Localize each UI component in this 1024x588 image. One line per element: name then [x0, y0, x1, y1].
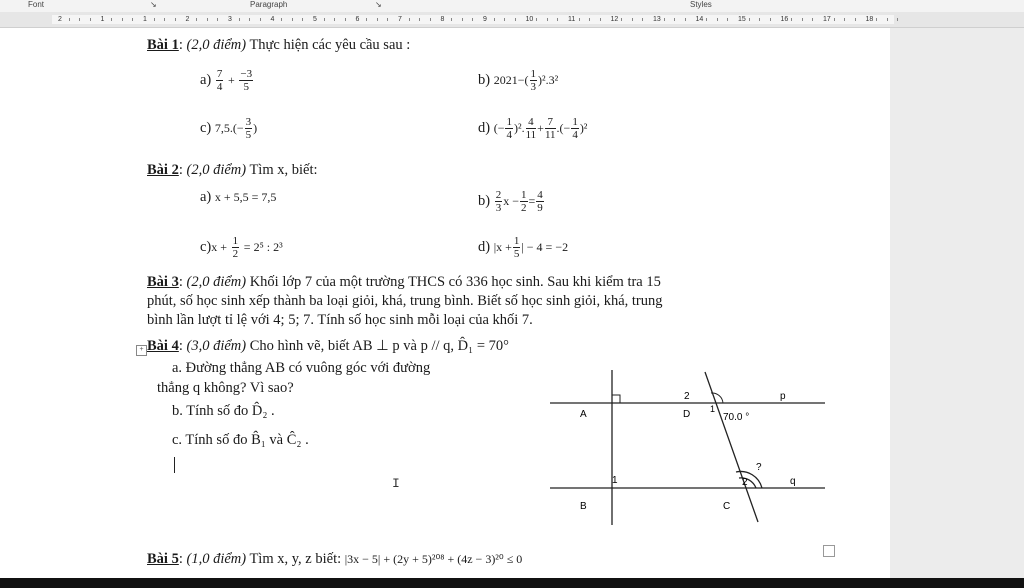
fraction-numerator: 4 [537, 189, 543, 201]
ruler-number: 18 [865, 16, 874, 23]
item-label: c) [200, 238, 212, 255]
fraction-denominator: 2 [232, 248, 239, 260]
ruler-number: 16 [780, 16, 789, 23]
fraction-numerator: 1 [521, 189, 527, 201]
item-label: c) [200, 119, 212, 136]
ruler-number: 6 [355, 16, 360, 23]
fraction-denominator: 4 [572, 129, 578, 141]
angle-value-label: 70.0 ° [723, 412, 750, 423]
ruler-tick [749, 18, 750, 21]
ruler-number: 13 [653, 16, 661, 23]
fraction-numerator: 1 [572, 116, 578, 128]
ruler-number: 10 [525, 16, 534, 23]
math-text: 2021− [493, 72, 525, 87]
item-label: b) [478, 71, 491, 88]
bai4-question-b: b. Tính số đo D̂₂ . [172, 403, 275, 419]
fraction-denominator: 11 [544, 129, 556, 141]
taskbar-strip [0, 578, 1024, 588]
ruler-tick [621, 18, 622, 21]
label-angle-c2: 2 [742, 477, 748, 488]
ruler-tick [632, 18, 633, 21]
ruler-tick [547, 18, 548, 21]
ruler-tick [217, 18, 218, 21]
bai4-heading: Bài 4: (3,0 điểm) Cho hình vẽ, biết AB ⊥ p và p // q, D̂₁ = 70° [147, 338, 509, 354]
fraction-numerator: −3 [240, 68, 253, 80]
ruler-tick [494, 18, 495, 21]
ruler-tick [164, 18, 165, 21]
math-text: ².3² [542, 72, 559, 87]
ruler-tick [579, 18, 580, 21]
bai1-item-c: c) 7,5.(− $\frac{3}{5}$ ) [200, 116, 258, 141]
bai4-points: (3,0 điểm) [186, 338, 247, 354]
ruler-number: 1 [143, 16, 147, 23]
fraction-numerator: 1 [530, 68, 536, 80]
ribbon-styles-label: Styles [690, 0, 712, 9]
ruler-tick [419, 18, 420, 21]
ruler-tick [122, 18, 123, 21]
label-angle-d1: 1 [710, 404, 716, 414]
ribbon-group-labels [0, 0, 1024, 12]
ruler-number: 11 [568, 16, 576, 23]
fraction-denominator: 5 [513, 248, 520, 260]
ruler-tick [249, 18, 250, 21]
ruler-tick [79, 18, 80, 21]
bai4-question-c: c. Tính số đo B̂₁ và Ĉ₂ . [172, 432, 309, 448]
paragraph-dialog-launcher-icon[interactable]: ↘ [375, 0, 382, 9]
bai2-item-c [200, 235, 283, 260]
ruler-tick [642, 18, 643, 21]
ruler-tick [260, 18, 261, 21]
ruler-tick [770, 18, 771, 21]
fraction-denominator: 3 [530, 81, 536, 93]
math-operator: + [537, 120, 544, 135]
bai2-points: (2,0 điểm) [186, 162, 247, 178]
ribbon-font-label: Font [28, 0, 45, 9]
bai4-instruction: Cho hình vẽ, biết AB ⊥ p và p // q, D̂₁ = 70° [249, 338, 509, 354]
label-c: C [723, 501, 731, 512]
bai1-heading: Bài 1: (2,0 điểm) Thực hiện các yêu cầu sau : [147, 37, 411, 53]
bai3-points: (2,0 điểm) [186, 274, 247, 290]
math-operator: + [228, 72, 235, 87]
ruler-tick [451, 18, 452, 21]
bai5-points: (1,0 điểm) [186, 551, 247, 567]
ruler-tick [664, 18, 665, 21]
ruler-tick [409, 18, 410, 21]
ribbon-paragraph-label: Paragraph [250, 0, 288, 9]
fraction-numerator: 3 [245, 116, 252, 128]
ruler-tick [536, 18, 537, 21]
ruler-tick [717, 18, 718, 21]
ruler-tick [90, 18, 91, 21]
ruler-number: 9 [483, 16, 487, 23]
ruler-tick [387, 18, 388, 21]
label-b: B [580, 501, 587, 512]
ruler-number: 7 [398, 16, 402, 23]
fraction-numerator: 1 [232, 235, 239, 247]
ruler-number: 2 [185, 16, 190, 23]
fraction-numerator: 7 [216, 68, 223, 80]
ruler-tick [324, 18, 325, 21]
ruler-tick [472, 18, 473, 21]
fraction-numerator: 1 [513, 235, 520, 247]
bai5-expression: |3x − 5| + (2y + 5)²⁰⁸ + (4z − 3)²⁰ ≤ 0 [344, 552, 523, 566]
ruler-tick [377, 18, 378, 21]
fraction-denominator: 5 [243, 81, 250, 93]
ruler-tick [239, 18, 240, 21]
ruler-tick [430, 18, 431, 21]
transversal-line [705, 372, 758, 522]
ruler-tick [600, 18, 601, 21]
bai2-item-b [478, 189, 545, 214]
ruler-tick [334, 18, 335, 21]
item-label: a) [200, 189, 212, 205]
ruler-number: 5 [313, 16, 317, 23]
bai5-heading: Bài 5: (1,0 điểm) Tìm x, y, z biết: |3x − 5| + (2y + 5)²⁰⁸ + (4z − 3)²⁰ ≤ 0 [147, 551, 523, 567]
font-dialog-launcher-icon[interactable]: ↘ [150, 0, 157, 9]
ruler-number: 8 [440, 16, 445, 23]
right-angle-mark [612, 395, 620, 403]
ruler-tick [515, 18, 516, 21]
label-question-mark: ? [756, 462, 762, 473]
ruler-tick [759, 18, 760, 21]
fraction-numerator: 2 [495, 189, 502, 201]
label-a: A [580, 409, 587, 420]
geometry-figure [540, 360, 840, 535]
ruler-number: 17 [823, 16, 831, 23]
math-text: 7,5. [214, 120, 233, 135]
ruler-tick [876, 18, 877, 21]
horizontal-ruler[interactable] [0, 12, 1024, 28]
label-angle-d2: 2 [684, 391, 690, 402]
fraction-numerator: 7 [545, 116, 556, 129]
ruler-tick [685, 18, 686, 21]
ruler-tick [69, 18, 70, 21]
bai3-title: Bài 3 [147, 274, 179, 290]
ruler-tick [706, 18, 707, 21]
bai2-instruction: Tìm x, biết: [249, 162, 318, 178]
bai1-instruction: Thực hiện các yêu cầu sau : [249, 37, 411, 53]
fraction-denominator: 9 [537, 202, 543, 214]
label-angle-b1: 1 [612, 475, 618, 486]
bai1-item-b: b) 2021−( $\frac{1}{3}$ )².3² [478, 68, 559, 93]
ruler-tick [674, 18, 675, 21]
bai2-title: Bài 2 [147, 162, 179, 178]
bai2-item-a [200, 189, 276, 206]
ruler-tick [302, 18, 303, 21]
math-text: |x + [493, 239, 512, 254]
table-move-handle-icon[interactable]: + [136, 345, 147, 356]
ruler-tick [207, 18, 208, 21]
ibeam-cursor-icon: I [392, 476, 400, 491]
bai5-title: Bài 5 [147, 551, 179, 567]
bai1-title: Bài 1 [147, 37, 179, 53]
ruler-number: 3 [228, 16, 232, 23]
ruler-tick [366, 18, 367, 21]
ruler-number: 2 [58, 16, 62, 23]
ruler-tick [132, 18, 133, 21]
bai1-points: (2,0 điểm) [186, 37, 247, 53]
fraction-denominator: 5 [245, 129, 252, 141]
ruler-tick [154, 18, 155, 21]
fraction-denominator: 2 [521, 202, 527, 214]
bai3-line2: phút, số học sinh xếp thành ba loại giỏi, khá, trung bình. Biết số học sinh giỏi, khá, trung [147, 293, 663, 309]
ruler-tick [887, 18, 888, 21]
item-label: a) [200, 71, 212, 88]
bai3-text-line1: Khối lớp 7 của một trường THCS có 336 học sinh. Sau khi kiểm tra 15 [249, 274, 661, 290]
bai3-line3: bình lần lượt tỉ lệ với 4; 5; 7. Tính số học sinh mỗi loại của khối 7. [147, 312, 533, 328]
ruler-tick [196, 18, 197, 21]
bai1-item-a [200, 68, 254, 93]
ruler-tick [281, 18, 282, 21]
ruler-tick [855, 18, 856, 21]
bai2-item-d [478, 235, 568, 260]
ruler-tick [834, 18, 835, 21]
ruler-number: 4 [270, 16, 275, 23]
label-p: p [780, 391, 786, 402]
label-d: D [683, 409, 691, 420]
fraction-numerator: 1 [506, 116, 512, 128]
bai5-instruction: Tìm x, y, z biết: [249, 551, 342, 567]
bai2-heading: Bài 2: (2,0 điểm) Tìm x, biết: [147, 162, 318, 178]
bai3-line1: Bài 3: (2,0 điểm) Khối lớp 7 của một trường THCS có 336 học sinh. Sau khi kiểm tra 15 [147, 274, 661, 290]
ruler-tick [791, 18, 792, 21]
page-margin-area [890, 28, 1024, 578]
ruler-tick [844, 18, 845, 21]
fraction-denominator: 11 [525, 129, 537, 141]
bai1-item-d: d) (− $\frac{1}{4}$ )². $\frac{4}{11}$ + $\frac{7}{11}$ .(− $\frac{1}{4}$ )² [478, 116, 588, 141]
ruler-tick [292, 18, 293, 21]
math-text: | − 4 = −2 [521, 239, 569, 254]
ruler-number: 1 [100, 16, 105, 23]
ruler-tick [462, 18, 463, 21]
ruler-number: 14 [695, 16, 704, 23]
math-expression: x + 5,5 = 7,5 [214, 190, 277, 204]
math-operator: = [528, 193, 536, 208]
label-q: q [790, 476, 796, 487]
ruler-number: 12 [610, 16, 619, 23]
ruler-tick [557, 18, 558, 21]
ruler-tick [589, 18, 590, 21]
fraction-denominator: 4 [506, 129, 512, 141]
ruler-tick [812, 18, 813, 21]
item-label: d) [478, 238, 491, 255]
fraction-denominator: 3 [495, 202, 502, 214]
ruler-tick [504, 18, 505, 21]
ruler-tick [175, 18, 176, 21]
ruler-tick [802, 18, 803, 21]
bai4-question-a-line2: thẳng q không? Vì sao? [157, 380, 294, 396]
item-label: d) [478, 119, 491, 136]
layout-options-icon[interactable] [823, 545, 835, 557]
math-text: = 2⁵ : 2³ [243, 239, 283, 254]
ruler-tick [727, 18, 728, 21]
fraction-denominator: 4 [216, 81, 223, 93]
ruler-number: 15 [738, 16, 746, 23]
bai4-question-a-line1: a. Đường thẳng AB có vuông góc với đường [172, 360, 431, 376]
item-label: b) [478, 192, 491, 209]
bai4-title: Bài 4 [147, 338, 179, 354]
math-text: x + [211, 239, 228, 254]
ruler-tick [897, 18, 898, 21]
text-cursor [174, 457, 175, 473]
fraction-numerator: 4 [526, 116, 537, 129]
math-text: x − [503, 193, 519, 208]
ruler-tick [345, 18, 346, 21]
ruler-tick [111, 18, 112, 21]
